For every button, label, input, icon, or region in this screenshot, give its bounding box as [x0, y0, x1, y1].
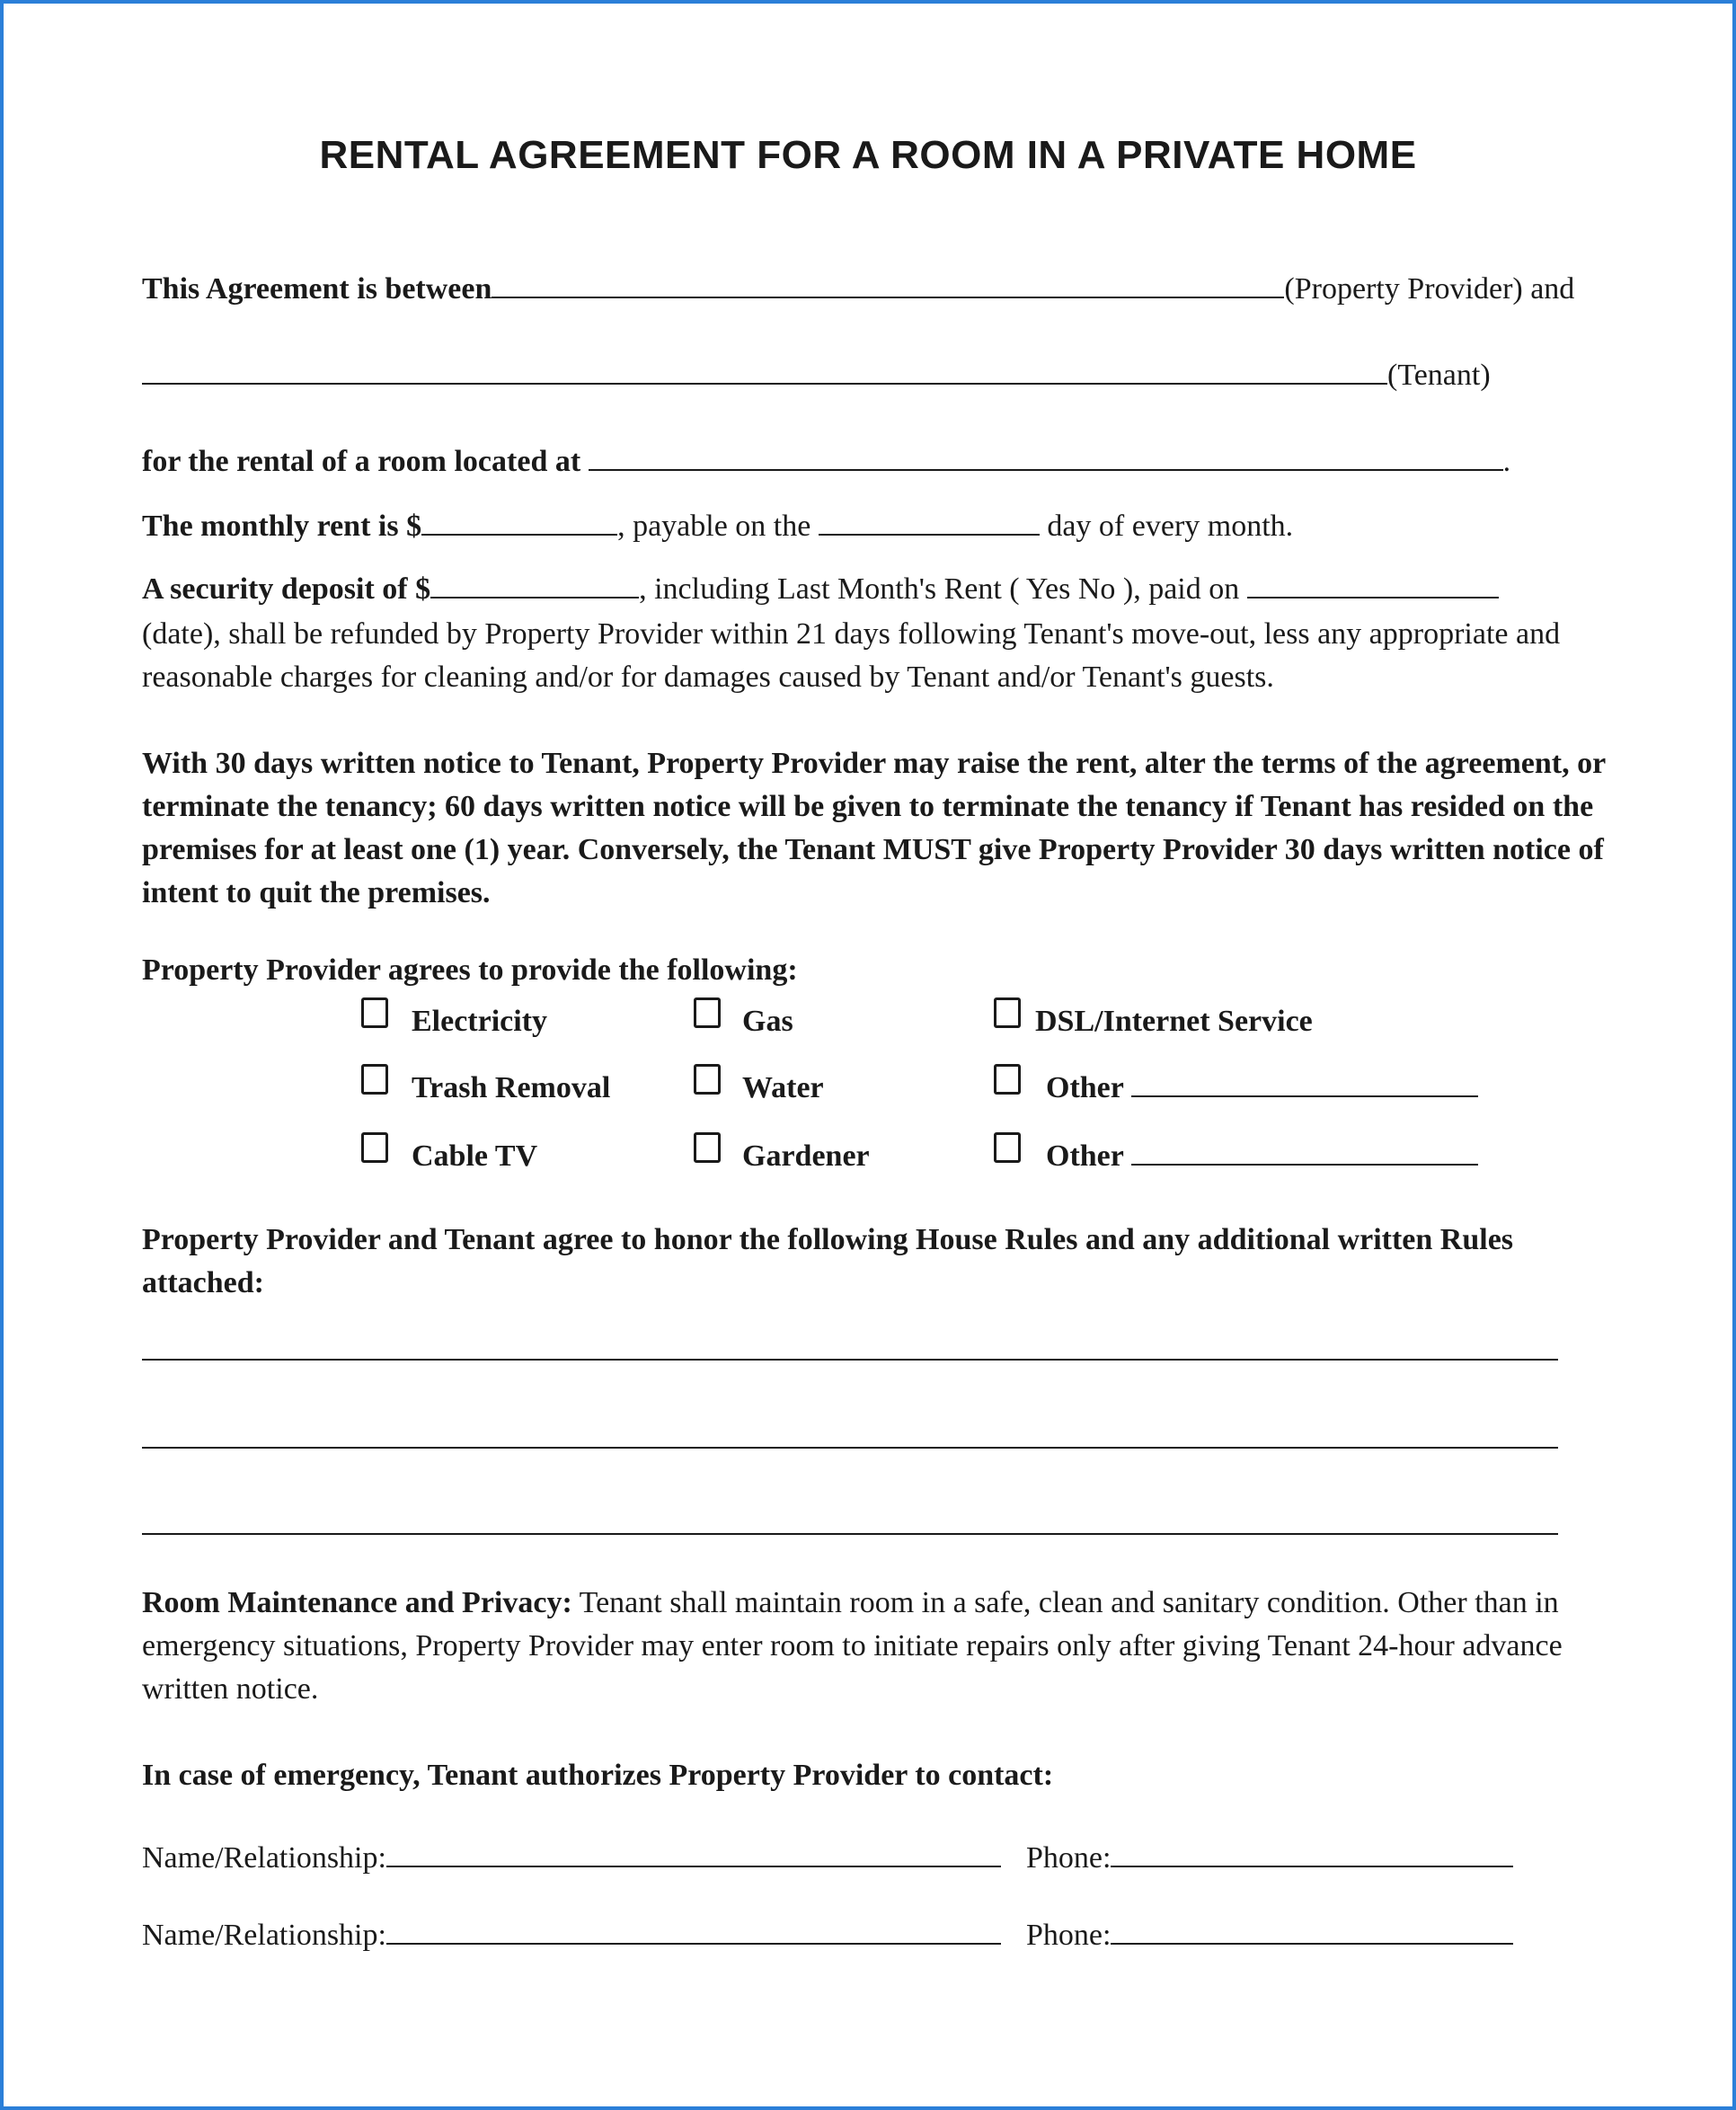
emergency-contact-1: [142, 1840, 1001, 1876]
document-title: RENTAL AGREEMENT FOR A ROOM IN A PRIVATE HOME: [319, 133, 1417, 177]
location-label: for the rental of a room located at: [142, 445, 581, 478]
name-field-1[interactable]: [386, 1842, 1001, 1867]
other-checkbox-2[interactable]: [994, 1132, 1021, 1163]
phone-field-2[interactable]: [1111, 1919, 1513, 1945]
trash-checkbox[interactable]: [361, 1064, 388, 1095]
other-checkbox-1[interactable]: [994, 1064, 1021, 1095]
emergency-heading: In case of emergency, Tenant authorizes Property Provider to contact:: [142, 1759, 1054, 1792]
rent-day-field[interactable]: [819, 510, 1040, 536]
phone-contact-2: [1026, 1918, 1513, 1954]
water-label: Water: [742, 1071, 824, 1104]
property-provider-field[interactable]: [492, 273, 1284, 298]
gardener-label: Gardener: [742, 1139, 870, 1173]
other-text-1: Other: [1046, 1071, 1124, 1104]
cable-checkbox[interactable]: [361, 1132, 388, 1163]
room-location-field[interactable]: [589, 446, 1503, 471]
house-rules-heading: Property Provider and Tenant agree to honor the following House Rules and any additional written Rules attached:: [142, 1223, 1514, 1299]
maintenance-body: Tenant shall maintain room in a safe, clean and sanitary condition. Other than in emergency situations, Property Provider may enter room to initiate repairs only after giving Tenant 24-hour advance written notice.: [142, 1586, 1563, 1706]
gardener-checkbox[interactable]: [694, 1132, 721, 1163]
electricity-label: Electricity: [412, 1005, 548, 1038]
other-field-1[interactable]: [1131, 1072, 1478, 1097]
maintenance-heading: Room Maintenance and Privacy:: [142, 1586, 572, 1619]
deposit-body: (date), shall be refunded by Property Provider within 21 days following Tenant's move-out, less any appropriate and reasonable charges for cleaning and/or for damages caused by Tenant and/or Tenant's guests.: [142, 617, 1561, 694]
other-label-2: [1046, 1139, 1478, 1174]
name-label-2: Name/Relationship:: [142, 1919, 386, 1952]
trash-label: Trash Removal: [412, 1071, 611, 1104]
house-rule-line-1[interactable]: [142, 1359, 1558, 1361]
name-field-2[interactable]: [386, 1919, 1001, 1945]
rent-line: [142, 509, 1293, 545]
emergency-contact-2: [142, 1918, 1001, 1954]
other-label-1: [1046, 1071, 1478, 1105]
location-line: [142, 444, 1510, 480]
provides-heading: Property Provider agrees to provide the following:: [142, 953, 798, 987]
gas-label: Gas: [742, 1005, 793, 1038]
house-rule-line-2[interactable]: [142, 1447, 1558, 1449]
phone-contact-1: [1026, 1840, 1513, 1876]
parties-line: [142, 271, 1574, 307]
other-text-2: Other: [1046, 1139, 1124, 1173]
rent-middle: , payable on the: [617, 510, 811, 543]
maintenance-paragraph: [142, 1582, 1616, 1711]
tenant-line: [142, 358, 1491, 394]
phone-label-2: Phone:: [1026, 1919, 1112, 1952]
between-label: This Agreement is between: [142, 272, 492, 306]
house-rule-line-3[interactable]: [142, 1533, 1558, 1535]
location-period: .: [1502, 445, 1511, 478]
notice-paragraph: With 30 days written notice to Tenant, Property Provider may raise the rent, alter the terms of the agreement, or terminate the tenancy; 60 days written notice will be given to terminate the tenancy if Tenant has resided on the premises for at least one (1) year. Conversely, the Tenant MUST give Property Provider 30 days written notice of intent to quit the premises.: [142, 747, 1606, 909]
deposit-middle: , including Last Month's Rent ( Yes No ), paid on: [639, 572, 1240, 606]
name-label-1: Name/Relationship:: [142, 1841, 386, 1875]
tenant-name-field[interactable]: [142, 359, 1387, 385]
rent-label: The monthly rent is $: [142, 510, 422, 543]
deposit-line: [142, 572, 1499, 607]
gas-checkbox[interactable]: [694, 997, 721, 1028]
rent-amount-field[interactable]: [421, 510, 617, 536]
electricity-checkbox[interactable]: [361, 997, 388, 1028]
deposit-amount-field[interactable]: [430, 573, 639, 598]
tenant-suffix: (Tenant): [1387, 359, 1491, 392]
deposit-label: A security deposit of $: [142, 572, 431, 606]
rent-suffix: day of every month.: [1047, 510, 1294, 543]
other-field-2[interactable]: [1131, 1140, 1478, 1166]
internet-label: DSL/Internet Service: [1035, 1005, 1313, 1038]
deposit-paid-date-field[interactable]: [1247, 573, 1499, 598]
phone-label-1: Phone:: [1026, 1841, 1112, 1875]
internet-checkbox[interactable]: [994, 997, 1021, 1028]
water-checkbox[interactable]: [694, 1064, 721, 1095]
provider-suffix: (Property Provider) and: [1284, 272, 1575, 306]
phone-field-1[interactable]: [1111, 1842, 1513, 1867]
cable-label: Cable TV: [412, 1139, 538, 1173]
